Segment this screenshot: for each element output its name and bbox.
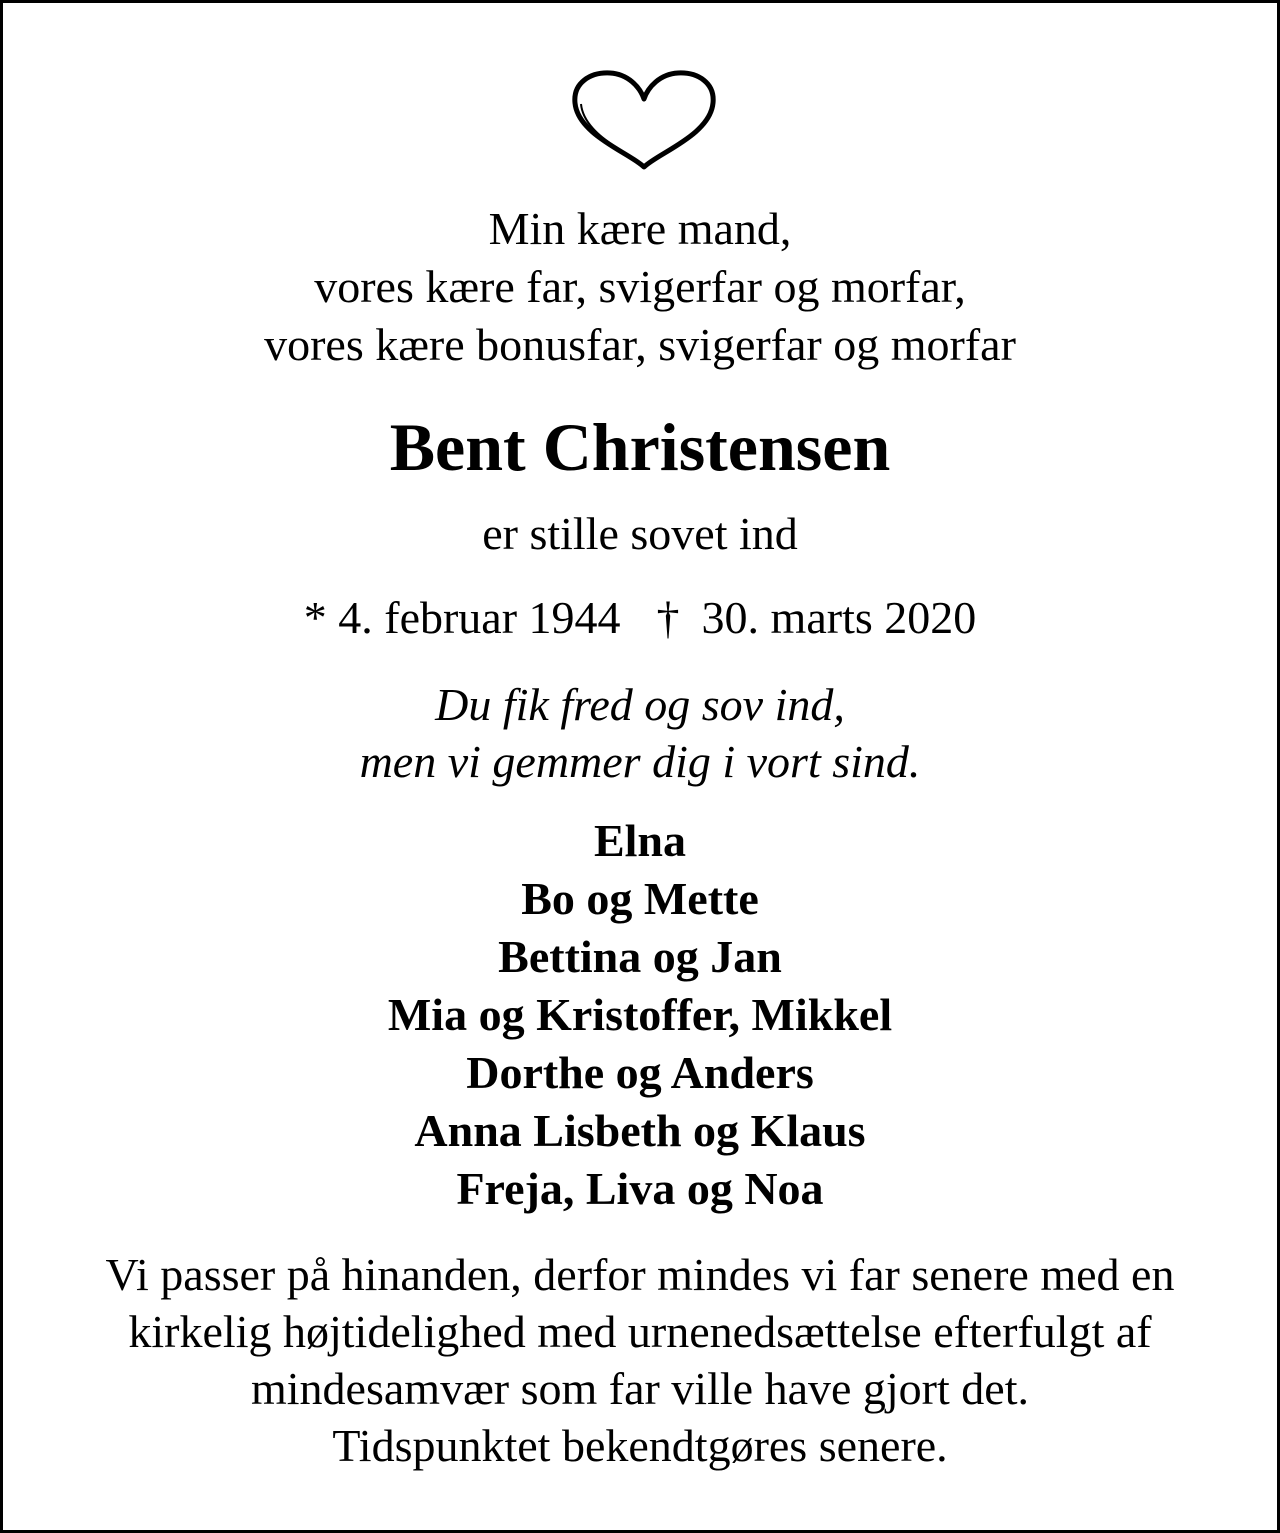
intro-line: vores kære far, svigerfar og morfar, xyxy=(314,261,966,312)
verse-line: Du fik fred og sov ind, xyxy=(435,679,845,730)
family-member: Mia og Kristoffer, Mikkel xyxy=(387,989,893,1040)
family-member: Freja, Liva og Noa xyxy=(456,1163,824,1214)
birth-date: 4. februar 1944 xyxy=(338,592,621,643)
family-member: Bettina og Jan xyxy=(498,931,782,982)
birth-symbol: * xyxy=(303,592,327,643)
family-member: Anna Lisbeth og Klaus xyxy=(414,1105,866,1156)
closing-text xyxy=(3,1246,1277,1474)
closing-line: Tidspunktet bekendtgøres senere. xyxy=(332,1420,948,1471)
closing-line: kirkelig højtidelighed med urnenedsættelse efterfulgt af xyxy=(128,1306,1152,1357)
intro-text xyxy=(3,200,1277,374)
family-list xyxy=(3,812,1277,1218)
death-date: 30. marts 2020 xyxy=(701,592,977,643)
memorial-verse xyxy=(3,676,1277,790)
verse-line: men vi gemmer dig i vort sind. xyxy=(359,736,921,787)
intro-line: vores kære bonusfar, svigerfar og morfar xyxy=(264,319,1016,370)
life-dates xyxy=(3,590,1277,646)
family-member: Bo og Mette xyxy=(521,873,759,924)
deceased-name: Bent Christensen xyxy=(389,409,891,485)
family-member: Dorthe og Anders xyxy=(466,1047,814,1098)
passing-statement: er stille sovet ind xyxy=(482,508,798,559)
intro-line: Min kære mand, xyxy=(488,203,792,254)
heart-outline-icon xyxy=(570,69,718,171)
family-member: Elna xyxy=(593,815,687,866)
closing-line: Vi passer på hinanden, derfor mindes vi far senere med en xyxy=(105,1249,1175,1300)
closing-line: mindesamvær som far ville have gjort det. xyxy=(251,1363,1029,1414)
death-symbol: † xyxy=(656,592,680,643)
